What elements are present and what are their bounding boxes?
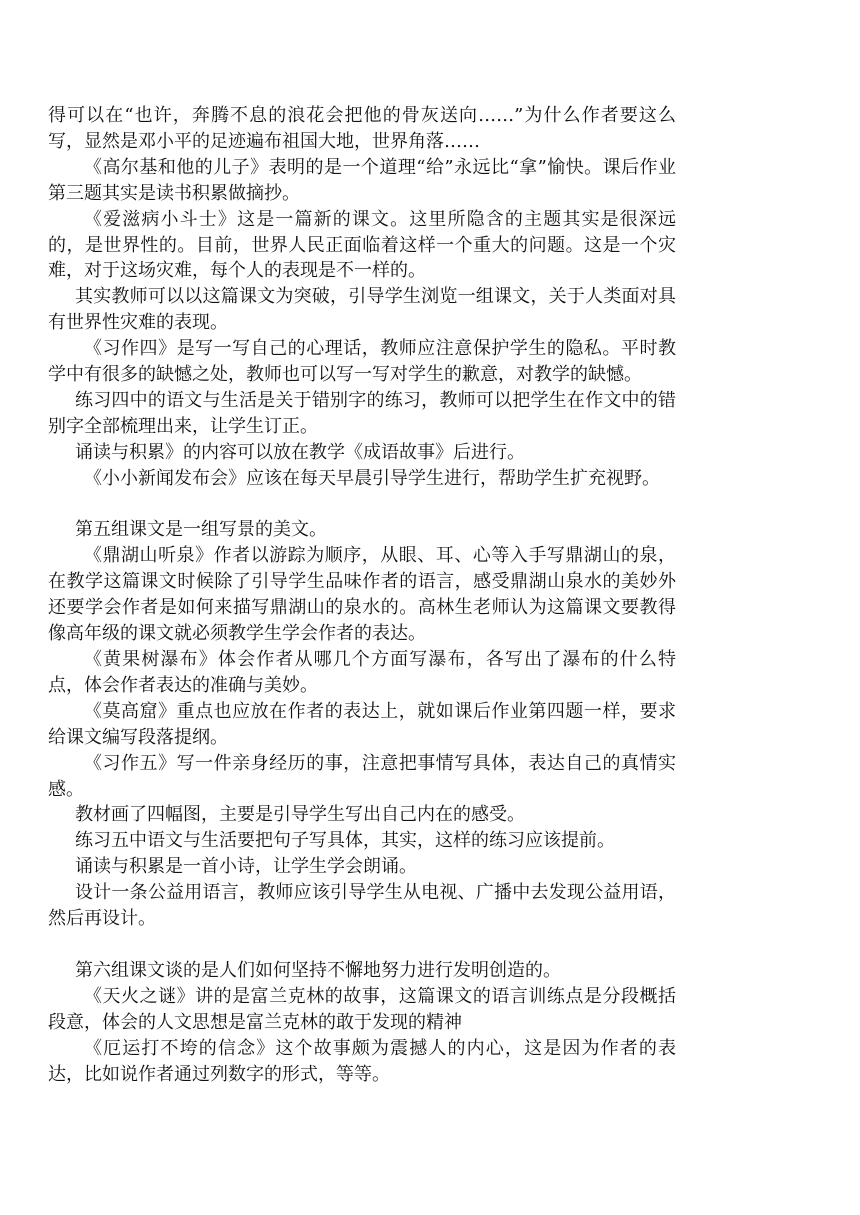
- paragraph: 《天火之谜》讲的是富兰克林的故事，这篇课文的语言训练点是分段概括段意，体会的人文思想是富兰克林的敢于发现的精神: [48, 985, 676, 1033]
- paragraph-gap: [48, 932, 676, 958]
- paragraph: 《厄运打不垮的信念》这个故事颇为震撼人的内心，这是因为作者的表达，比如说作者通过列数字的形式，等等。: [48, 1037, 676, 1085]
- paragraph: 《高尔基和他的儿子》表明的是一个道理“给”永远比“拿”愉快。课后作业第三题其实是读书积累做摘抄。: [48, 156, 676, 204]
- paragraph: 《小小新闻发布会》应该在每天早晨引导学生进行，帮助学生扩充视野。: [84, 467, 660, 489]
- paragraph: 得可以在“也许，奔腾不息的浪花会把他的骨灰送向……”为什么作者要这么写，显然是邓小平的足迹遍布祖国大地，世界角落……: [48, 105, 676, 152]
- paragraph: 设计一条公益用语言，教师应该引导学生从电视、广播中去发现公益用语，然后再设计。: [48, 882, 676, 930]
- paragraph: 《习作四》是写一写自己的心理话，教师应注意保护学生的隐私。平时教学中有很多的缺憾之处，教师也可以写一写对学生的歉意，对教学的缺憾。: [48, 338, 676, 386]
- document-body: [48, 103, 676, 1087]
- paragraph: 练习五中语文与生活要把句子写具体，其实，这样的练习应该提前。: [75, 830, 615, 852]
- section-heading-paragraph: 第六组课文谈的是人们如何坚持不懈地努力进行发明创造的。: [75, 959, 561, 981]
- paragraph: 《习作五》写一件亲身经历的事，注意把事情写具体，表达自己的真情实感。: [48, 752, 676, 800]
- paragraph: 《鼎湖山听泉》作者以游踪为顺序，从眼、耳、心等入手写鼎湖山的泉，在教学这篇课文时候除了引导学生品味作者的语言，感受鼎湖山泉水的美妙外还要学会作者是如何来描写鼎湖山的泉水的。高林生老师认为这篇课文要教得像高年级的课文就必须教学生学会作者的表达。: [48, 545, 676, 645]
- paragraph: 诵读与积累是一首小诗，让学生学会朗诵。: [75, 856, 417, 878]
- section-heading-paragraph: 第五组课文是一组写景的美文。: [75, 519, 327, 541]
- paragraph: 其实教师可以以这篇课文为突破，引导学生浏览一组课文，关于人类面对具有世界性灾难的表现。: [48, 286, 676, 334]
- paragraph: 练习四中的语文与生活是关于错别字的练习，教师可以把学生在作文中的错别字全部梳理出来，让学生订正。: [48, 389, 676, 437]
- paragraph-gap: [48, 492, 676, 518]
- paragraph: 教材画了四幅图，主要是引导学生写出自己内在的感受。: [75, 804, 525, 826]
- paragraph: 《黄果树瀑布》体会作者从哪几个方面写瀑布，各写出了瀑布的什么特点，体会作者表达的准确与美妙。: [48, 649, 676, 696]
- paragraph: 《莫高窟》重点也应放在作者的表达上，就如课后作业第四题一样，要求给课文编写段落提纲。: [48, 700, 676, 748]
- paragraph: 《爱滋病小斗士》这是一篇新的课文。这里所隐含的主题其实是很深远的，是世界性的。目前，世界人民正面临着这样一个重大的问题。这是一个灾难，对于这场灾难，每个人的表现是不一样的。: [48, 208, 676, 282]
- paragraph: 诵读与积累》的内容可以放在教学《成语故事》后进行。: [75, 441, 525, 463]
